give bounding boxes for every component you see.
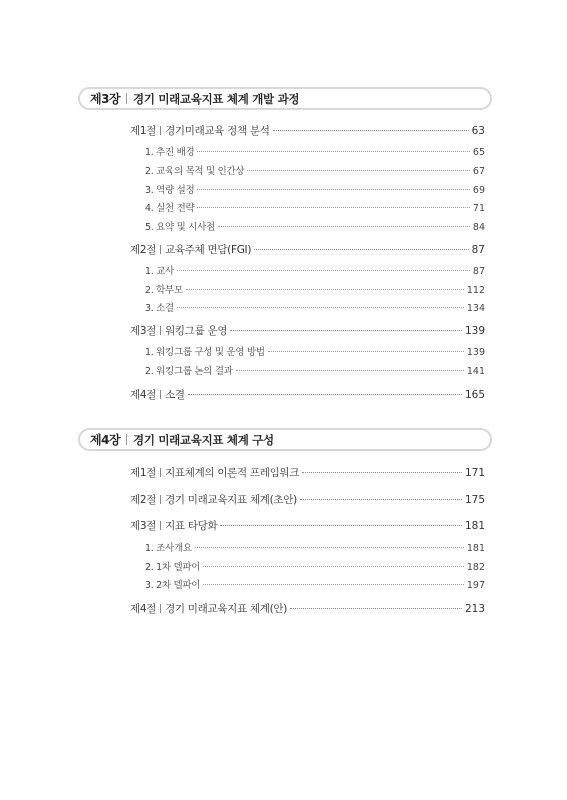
section-divider xyxy=(160,495,161,504)
item-label: 1. 워킹그룹 구성 및 운영 방법 xyxy=(145,347,265,358)
toc-section-4-3[interactable] xyxy=(130,518,485,533)
section-title: 지표체계의 이론적 프레임워크 xyxy=(165,467,300,479)
leader-dots xyxy=(177,307,464,308)
section-divider xyxy=(160,521,161,530)
section-divider xyxy=(160,326,161,335)
toc-item[interactable] xyxy=(145,144,485,158)
section-number: 제1절 xyxy=(130,125,157,137)
section-title: 소결 xyxy=(165,389,185,401)
page-number: 175 xyxy=(464,494,485,506)
chapter-4-header xyxy=(78,428,492,451)
section-divider xyxy=(160,604,161,613)
page-number: 139 xyxy=(464,325,485,337)
toc-item[interactable] xyxy=(145,163,485,177)
item-label: 1. 조사개요 xyxy=(145,543,192,554)
item-label: 3. 역량 설정 xyxy=(145,185,195,196)
toc-item[interactable] xyxy=(145,282,485,296)
section-number: 제4절 xyxy=(130,603,157,615)
page-number: 67 xyxy=(472,166,485,177)
leader-dots xyxy=(290,608,462,609)
page-number: 171 xyxy=(464,467,485,479)
section-title: 경기 미래교육지표 체계(안) xyxy=(165,603,288,615)
page-number: 112 xyxy=(466,285,485,296)
toc-section-4-2[interactable] xyxy=(130,492,485,507)
toc-section-4-1[interactable] xyxy=(130,465,485,480)
page-number: 139 xyxy=(466,347,485,358)
leader-dots xyxy=(188,394,462,395)
chapter-divider xyxy=(126,93,127,104)
page-number: 141 xyxy=(466,366,485,377)
leader-dots xyxy=(197,151,469,152)
leader-dots xyxy=(236,370,464,371)
toc-item[interactable] xyxy=(145,363,485,377)
section-title: 교육주체 면담(FGI) xyxy=(165,244,252,256)
leader-dots xyxy=(254,249,468,250)
item-label: 1. 추진 배경 xyxy=(145,147,195,158)
leader-dots xyxy=(218,226,470,227)
toc-item[interactable] xyxy=(145,182,485,196)
section-number: 제4절 xyxy=(130,389,157,401)
section-title: 지표 타당화 xyxy=(165,520,218,532)
section-number: 제3절 xyxy=(130,325,157,337)
page-number: 181 xyxy=(464,520,485,532)
toc-item[interactable] xyxy=(145,300,485,314)
section-number: 제3절 xyxy=(130,520,157,532)
leader-dots xyxy=(197,207,469,208)
leader-dots xyxy=(197,189,469,190)
page-number: 134 xyxy=(466,303,485,314)
leader-dots xyxy=(220,525,462,526)
chapter-divider xyxy=(126,434,127,445)
toc-section-3-4[interactable] xyxy=(130,387,485,402)
page-number: 213 xyxy=(464,603,485,615)
page-number: 63 xyxy=(471,125,485,137)
page-number: 69 xyxy=(472,185,485,196)
item-label: 2. 학부모 xyxy=(145,285,183,296)
leader-dots xyxy=(177,270,470,271)
section-divider xyxy=(160,126,161,135)
leader-dots xyxy=(268,351,464,352)
page-number: 165 xyxy=(464,389,485,401)
toc-item[interactable] xyxy=(145,559,485,573)
leader-dots xyxy=(273,130,469,131)
page-number: 197 xyxy=(466,580,485,591)
section-divider xyxy=(160,245,161,254)
item-label: 2. 워킹그룹 논의 결과 xyxy=(145,366,233,377)
toc-item[interactable] xyxy=(145,219,485,233)
leader-dots xyxy=(203,566,464,567)
item-label: 4. 실천 전략 xyxy=(145,203,195,214)
section-number: 제1절 xyxy=(130,467,157,479)
section-title: 경기 미래교육지표 체계(초안) xyxy=(165,494,297,506)
page-number: 87 xyxy=(471,244,485,256)
chapter-title: 경기 미래교육지표 체계 구성 xyxy=(133,432,274,447)
item-label: 1. 교사 xyxy=(145,266,174,277)
section-divider xyxy=(160,468,161,477)
page-number: 87 xyxy=(472,266,485,277)
leader-dots xyxy=(195,547,464,548)
chapter-number: 제4장 xyxy=(90,433,121,447)
leader-dots xyxy=(203,584,464,585)
toc-section-4-4[interactable] xyxy=(130,601,485,616)
item-label: 2. 1차 델파이 xyxy=(145,562,201,573)
section-title: 워킹그룹 운영 xyxy=(165,325,228,337)
page-number: 71 xyxy=(472,203,485,214)
section-number: 제2절 xyxy=(130,244,157,256)
section-divider xyxy=(160,390,161,399)
toc-item[interactable] xyxy=(145,200,485,214)
leader-dots xyxy=(247,170,470,171)
toc-item[interactable] xyxy=(145,263,485,277)
chapter-3-header xyxy=(78,87,492,110)
page-number: 65 xyxy=(472,147,485,158)
toc-item[interactable] xyxy=(145,577,485,591)
leader-dots xyxy=(230,330,462,331)
item-label: 5. 요약 및 시사점 xyxy=(145,222,215,233)
page-number: 181 xyxy=(466,543,485,554)
page-number: 84 xyxy=(472,222,485,233)
item-label: 3. 2차 델파이 xyxy=(145,580,201,591)
toc-section-3-3[interactable] xyxy=(130,323,485,338)
toc-item[interactable] xyxy=(145,540,485,554)
leader-dots xyxy=(186,289,464,290)
section-title: 경기미래교육 정책 분석 xyxy=(165,125,270,137)
chapter-number: 제3장 xyxy=(90,92,121,106)
toc-section-3-2[interactable] xyxy=(130,242,485,257)
toc-item[interactable] xyxy=(145,344,485,358)
chapter-title: 경기 미래교육지표 체계 개발 과정 xyxy=(133,91,300,106)
leader-dots xyxy=(302,472,462,473)
toc-section-3-1[interactable] xyxy=(130,123,485,138)
item-label: 2. 교육의 목적 및 인간상 xyxy=(145,166,245,177)
item-label: 3. 소결 xyxy=(145,303,174,314)
page-number: 182 xyxy=(466,562,485,573)
section-number: 제2절 xyxy=(130,494,157,506)
leader-dots xyxy=(300,499,462,500)
